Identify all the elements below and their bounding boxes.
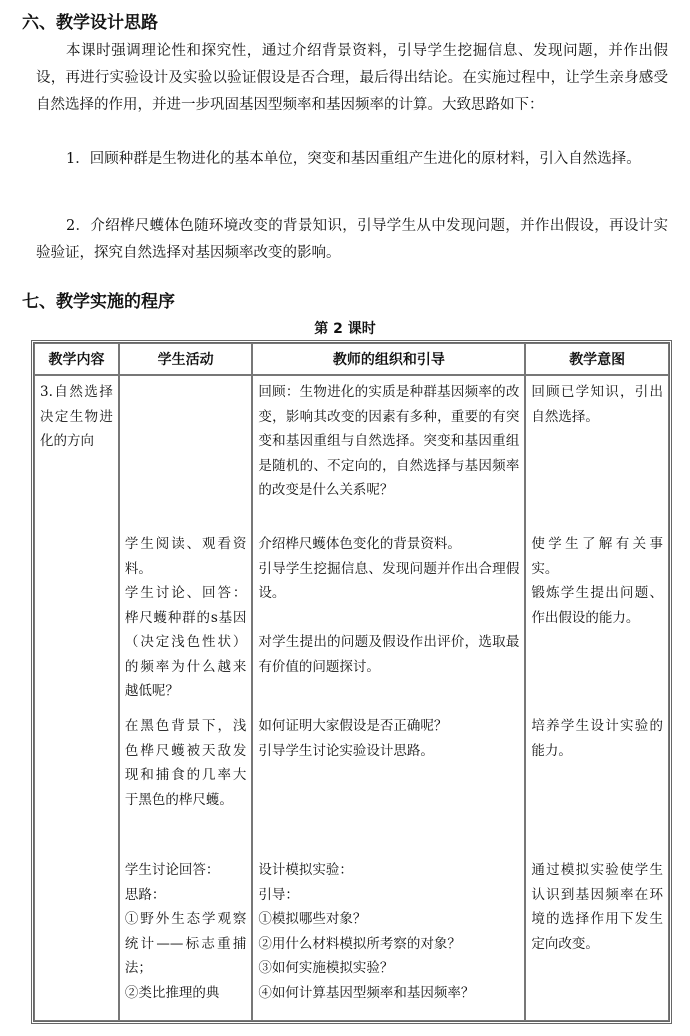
lesson-procedure-table	[31, 340, 672, 1024]
teacher-cell	[252, 710, 525, 854]
lesson-caption: 第 2 课时	[314, 321, 376, 337]
table-row	[34, 375, 669, 528]
content-cell	[34, 375, 119, 1021]
section-6-point-2: 2．介绍桦尺蠖体色随环境改变的背景知识，引导学生从中发现问题，并作出假设，再设计实验验证，探究自然选择对基因频率改变的影响。	[36, 218, 668, 261]
intent-text: 使学生了解有关事实。 锻炼学生提出问题、作出假设的能力。	[531, 536, 663, 626]
student-cell	[119, 710, 252, 854]
teacher-cell	[252, 375, 525, 528]
intent-text: 培养学生设计实验的能力。	[531, 718, 663, 759]
section-6-intro-paragraph: 本课时强调理论性和探究性，通过介绍背景资料，引导学生挖掘信息、发现问题，并作出假设，再进行实验设计及实验以验证假设是否合理，最后得出结论。在实施过程中，让学生亲身感受自然选择的作用，并进一步巩固基因型频率和基因频率的计算。大致思路如下：	[36, 43, 668, 113]
content-text: 3.自然选择决定生物进化的方向	[40, 384, 113, 449]
teacher-text: 设计模拟实验： 引导： ①模拟哪些对象？ ②用什么材料模拟所考察的对象？ ③如何实施模拟实验？ ④如何计算基因型频率和基因频率？	[258, 862, 475, 1001]
intent-cell	[525, 528, 669, 710]
student-text: 学生讨论回答： 思路： ①野外生态学观察统计——标志重捕法； ②类比推理的典	[124, 862, 247, 1001]
section-6-heading: 六、教学设计思路	[22, 13, 158, 33]
teacher-text: 如何证明大家假设是否正确呢？ 引导学生讨论实验设计思路。	[258, 718, 448, 759]
student-text: 学生阅读、观看资料。 学生讨论、回答：桦尺蠖种群的s基因（决定浅色性状）的频率为什么越来越低呢？	[124, 536, 247, 699]
student-text: 在黑色背景下，浅色桦尺蠖被天敌发现和捕食的几率大于黑色的桦尺蠖。	[124, 718, 247, 808]
teacher-text: 回顾：生物进化的实质是种群基因频率的改变，影响其改变的因素有多种，重要的有突变和基因重组与自然选择。突变和基因重组是随机的、不定向的，自然选择与基因频率的改变是什么关系呢？	[258, 384, 520, 498]
table-row	[34, 528, 669, 710]
teacher-cell	[252, 528, 525, 710]
header-student-activity: 学生活动	[119, 343, 252, 375]
student-cell	[119, 854, 252, 1021]
student-cell	[119, 375, 252, 528]
header-intent: 教学意图	[525, 343, 669, 375]
section-7-heading: 七、教学实施的程序	[22, 292, 175, 312]
student-text	[120, 376, 251, 380]
teacher-text: 介绍桦尺蠖体色变化的背景资料。 引导学生挖掘信息、发现问题并作出合理假设。 对学生提出的问题及假设作出评价，选取最有价值的问题探讨。	[258, 536, 520, 675]
intent-cell	[525, 375, 669, 528]
student-cell	[119, 528, 252, 710]
header-content: 教学内容	[34, 343, 119, 375]
intent-text: 通过模拟实验使学生认识到基因频率在环境的选择作用下发生定向改变。	[531, 862, 663, 952]
teacher-cell	[252, 854, 525, 1021]
header-teacher-guidance: 教师的组织和引导	[252, 343, 525, 375]
table-row	[34, 854, 669, 1021]
table-row	[34, 710, 669, 854]
table-header-row	[34, 343, 669, 375]
intent-text: 回顾已学知识，引出自然选择。	[531, 384, 663, 425]
intent-cell	[525, 854, 669, 1021]
section-6-point-1: 1．回顾种群是生物进化的基本单位，突变和基因重组产生进化的原材料，引入自然选择。	[66, 151, 641, 167]
intent-cell	[525, 710, 669, 854]
